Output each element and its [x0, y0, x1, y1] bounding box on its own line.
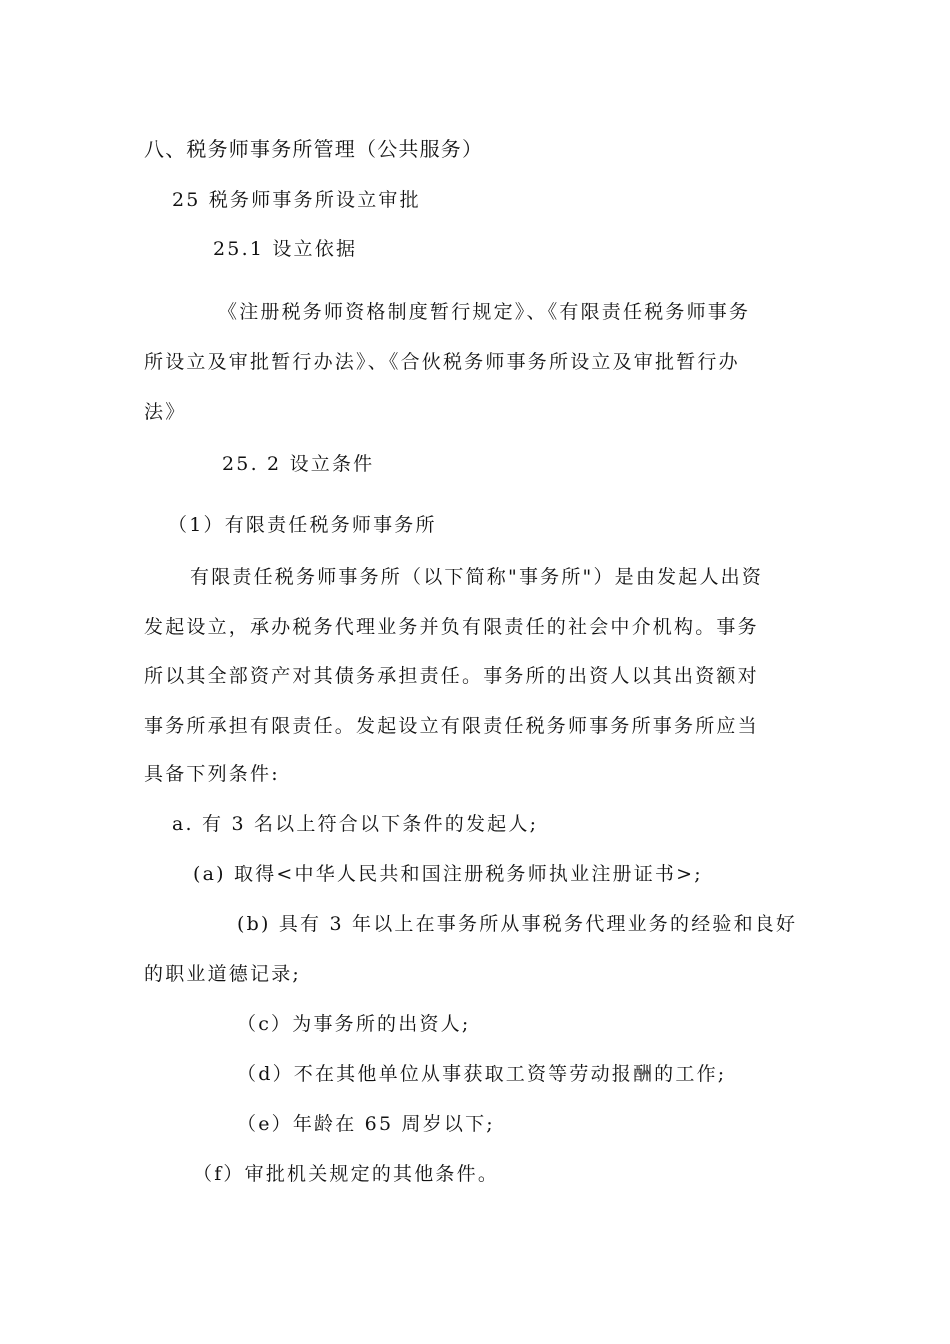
condition-a-item-f: （f）审批机关规定的其他条件。	[193, 1163, 500, 1185]
condition-a-item-b-cont: 的职业道德记录;	[144, 963, 302, 985]
description-line-2: 发起设立，承办税务代理业务并负有限责任的社会中介机构。事务	[144, 616, 759, 638]
item-25-2-title: 25. 2 设立条件	[222, 453, 375, 475]
condition-a-item-e: （e）年龄在 65 周岁以下;	[237, 1113, 495, 1135]
condition-a-item-d: （d）不在其他单位从事获取工资等劳动报酬的工作;	[237, 1063, 727, 1085]
description-line-4: 事务所承担有限责任。发起设立有限责任税务师事务所事务所应当	[144, 715, 759, 737]
item-25-1-title: 25.1 设立依据	[213, 238, 358, 260]
description-line-1: 有限责任税务师事务所（以下简称"事务所"）是由发起人出资	[190, 566, 764, 588]
description-line-5: 具备下列条件:	[144, 763, 280, 785]
basis-line-1: 《注册税务师资格制度暂行规定》、《有限责任税务师事务	[218, 301, 751, 323]
basis-line-2: 所设立及审批暂行办法》、《合伙税务师事务所设立及审批暂行办	[144, 351, 740, 373]
condition-a-item-c: （c）为事务所的出资人;	[237, 1013, 471, 1035]
description-line-3: 所以其全部资产对其债务承担责任。事务所的出资人以其出资额对	[144, 665, 759, 687]
section-heading: 八、税务师事务所管理（公共服务）	[144, 137, 484, 161]
condition-a-item-a: (a) 取得<中华人民共和国注册税务师执业注册证书>;	[193, 863, 703, 885]
condition-a: a. 有 3 名以上符合以下条件的发起人;	[172, 813, 539, 835]
basis-line-3: 法》	[144, 401, 187, 423]
sub-1-title: （1）有限责任税务师事务所	[168, 514, 437, 536]
item-25-title: 25 税务师事务所设立审批	[172, 189, 421, 211]
condition-a-item-b: (b) 具有 3 年以上在事务所从事税务代理业务的经验和良好	[237, 913, 798, 935]
